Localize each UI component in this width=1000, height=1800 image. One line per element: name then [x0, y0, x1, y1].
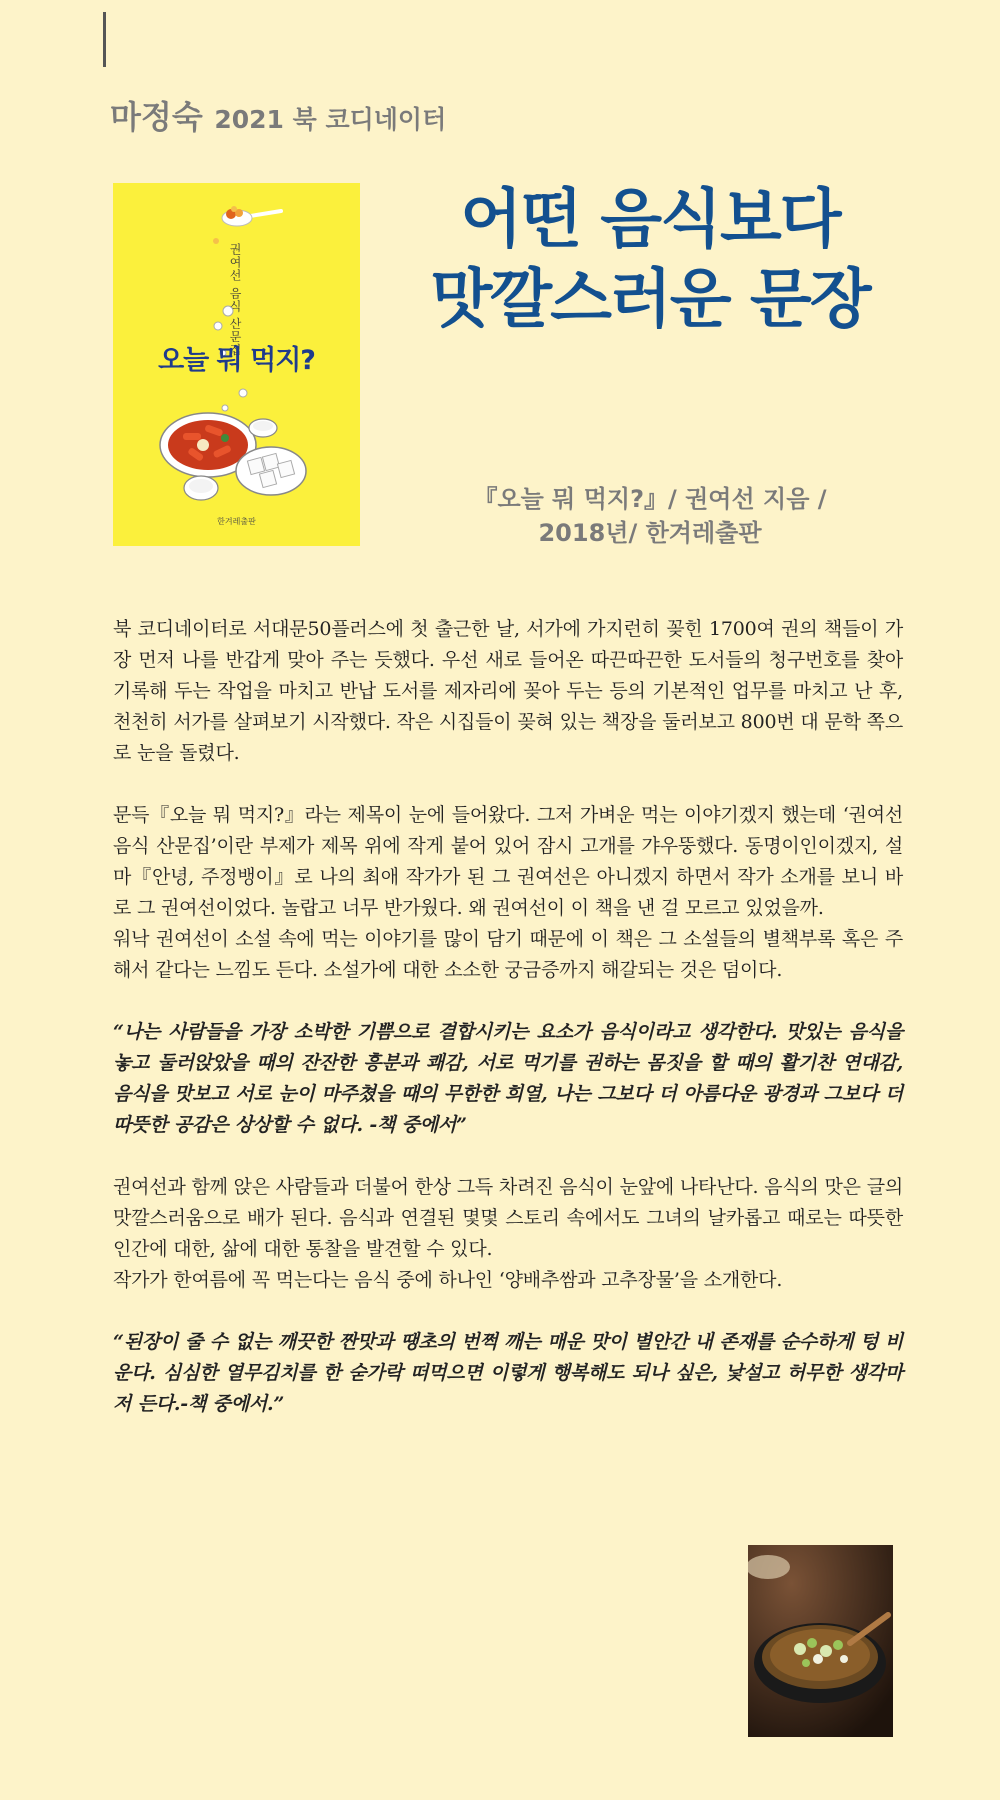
- book-info-line-1: 『오늘 뭐 먹지?』/ 권여선 지음 /: [473, 485, 827, 513]
- cover-title: 오늘 뭐 먹지?: [158, 345, 315, 376]
- book-quote: “나는 사람들을 가장 소박한 기쁨으로 결합시키는 요소가 음식이라고 생각한다. 맛있는 음식을 놓고 둘러앉았을 때의 잔잔한 흥분과 쾌감, 서로 먹기를 권하는 몸짓을 할 때의 활기찬 연대감, 음식을 맛보고 서로 눈이 마주쳤을 때의 무한한 희열, 나는 그보다 더 아름다운 광경과 그보다 더 따뜻한 공감은 상상할 수 없다. -책 중에서”: [113, 1021, 903, 1136]
- author-name: 마정숙: [110, 98, 203, 136]
- headline: [390, 180, 910, 340]
- book-quote: “된장이 줄 수 없는 깨끗한 짠맛과 땡초의 번쩍 깨는 매운 맛이 별안간 내 존재를 순수하게 텅 비운다. 심심한 열무김치를 한 숟가락 떠먹으면 이렇게 행복해도 되나 싶은, 낯설고 허무한 생각마저 든다.-책 중에서.”: [113, 1331, 903, 1415]
- paragraph: 북 코디네이터로 서대문50플러스에 첫 출근한 날, 서가에 가지런히 꽂힌 1700여 권의 책들이 가장 먼저 나를 반갑게 맞아 주는 듯했다. 우선 새로 들어온 따끈따끈한 도서들의 청구번호를 찾아 기록해 두는 작업을 마치고 반납 도서를 제자리에 꽂아 두는 등의 기본적인 업무를 마치고 난 후, 천천히 서가를 살펴보기 시작했다. 작은 시집들이 꽂혀 있는 책장을 둘러보고 800번 대 문학 쪽으로 눈을 돌렸다.: [113, 618, 903, 764]
- headline-line-2: 맛깔스러운 문장: [430, 263, 870, 337]
- accent-bar: [103, 12, 106, 67]
- book-info: [420, 482, 880, 550]
- paragraph: 권여선과 함께 앉은 사람들과 더불어 한상 그득 차려진 음식이 눈앞에 나타난다. 음식의 맛은 글의 맛깔스러움으로 배가 된다. 음식과 연결된 몇몇 스토리 속에서도 그녀의 날카롭고 때로는 따뜻한 인간에 대한, 삶에 대한 통찰을 발견할 수 있다.: [113, 1176, 903, 1260]
- paragraph: 문득『오늘 뭐 먹지?』라는 제목이 눈에 들어왔다. 그저 가벼운 먹는 이야기겠지 했는데 ‘권여선 음식 산문집’이란 부제가 제목 위에 작게 붙어 있어 잠시 고개를 갸우뚱했다. 동명이인이겠지, 설마『안녕, 주정뱅이』로 나의 최애 작가가 된 그 권여선은 아니겠지 하면서 작가 소개를 보니 바로 그 권여선이었다. 놀랍고 너무 반가웠다. 왜 권여선이 이 책을 낸 걸 모르고 있었을까.: [113, 804, 903, 919]
- paragraph: 워낙 권여선이 소설 속에 먹는 이야기를 많이 담기 때문에 이 책은 그 소설들의 별책부록 혹은 주해서 같다는 느낌도 든다. 소설가에 대한 소소한 궁금증까지 해갈되는 것은 덤이다.: [113, 928, 903, 981]
- cover-publisher: 한겨레출판: [217, 517, 256, 526]
- cover-subtitle: 권여선 음식 산문집: [228, 243, 242, 357]
- author-role: 2021 북 코디네이터: [214, 105, 447, 134]
- food-photo: [748, 1545, 893, 1737]
- headline-line-1: 어떤 음식보다: [460, 183, 840, 257]
- book-info-line-2: 2018년/ 한겨레출판: [538, 519, 762, 547]
- paragraph: 작가가 한여름에 꼭 먹는다는 음식 중에 하나인 ‘양배추쌈과 고추장물’을 소개한다.: [113, 1269, 783, 1291]
- stew-illustration: [748, 1545, 893, 1737]
- book-cover-image: [113, 183, 360, 546]
- article-body: [113, 614, 903, 1420]
- author-line: [110, 92, 446, 138]
